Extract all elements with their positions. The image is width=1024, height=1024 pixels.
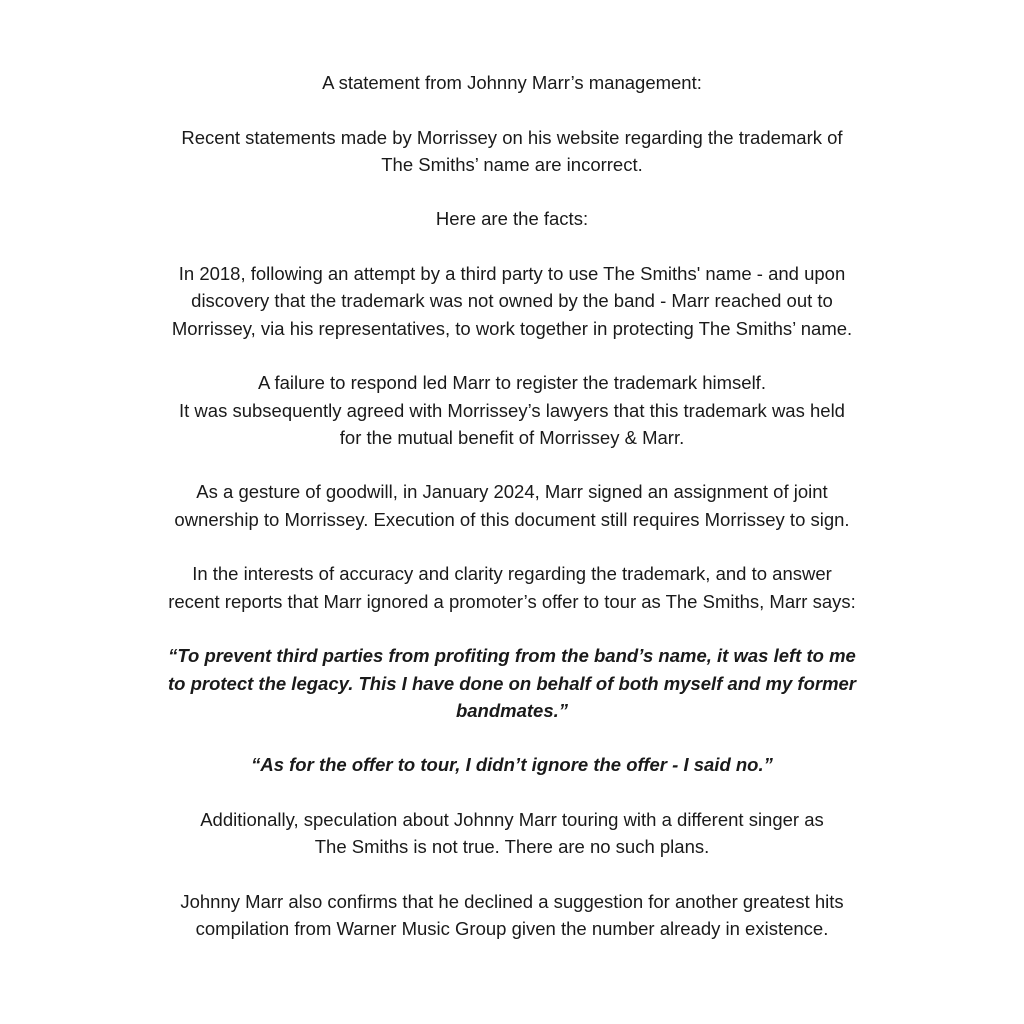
text-line: The Smiths’ name are incorrect. [381,153,643,175]
quote-legacy [0,642,1024,724]
quote-tour [0,751,1024,778]
paragraph-2018 [0,260,1024,342]
paragraph-speculation [0,806,1024,861]
text-line: bandmates.” [455,699,569,721]
paragraph-facts-heading [0,205,1024,232]
text-line: to protect the legacy. This I have done on behalf of both myself and my former [167,672,857,694]
paragraph-registration [0,369,1024,451]
statement-heading [0,69,1024,96]
text-line: Recent statements made by Morrissey on his website regarding the trademark of [181,126,843,148]
text-line: compilation from Warner Music Group given the number already in existence. [195,918,829,940]
text-line: In the interests of accuracy and clarity regarding the trademark, and to answer [192,563,832,585]
text-line: A statement from Johnny Marr’s management: [322,72,702,93]
text-line: recent reports that Marr ignored a promoter’s offer to tour as The Smiths, Marr says: [168,590,856,612]
paragraph-goodwill [0,478,1024,533]
text-line: Additionally, speculation about Johnny Marr touring with a different singer as [200,809,824,831]
text-line: Morrissey, via his representatives, to work together in protecting The Smiths’ name. [171,317,853,339]
text-line: discovery that the trademark was not owned by the band - Marr reached out to [191,290,833,312]
text-line: Johnny Marr also confirms that he declined a suggestion for another greatest hits [180,890,844,912]
text-line: In 2018, following an attempt by a third party to use The Smiths' name - and upon [178,263,846,285]
text-line: Here are the facts: [435,208,589,230]
text-line: “To prevent third parties from profiting from the band’s name, it was left to me [168,645,856,667]
text-line: It was subsequently agreed with Morrissey’s lawyers that this trademark was held [179,399,845,421]
paragraph-compilation [0,888,1024,943]
paragraph-intro [0,124,1024,179]
statement-document [0,69,1024,970]
text-line: A failure to respond led Marr to register the trademark himself. [258,372,766,394]
text-line: As a gesture of goodwill, in January 2024, Marr signed an assignment of joint [196,481,828,503]
text-line: “As for the offer to tour, I didn’t ignore the offer - I said no.” [251,754,773,776]
text-line: ownership to Morrissey. Execution of this document still requires Morrissey to sign. [174,508,850,530]
text-line: The Smiths is not true. There are no such plans. [314,836,710,858]
text-line: for the mutual benefit of Morrissey & Marr. [339,426,685,448]
paragraph-accuracy [0,560,1024,615]
